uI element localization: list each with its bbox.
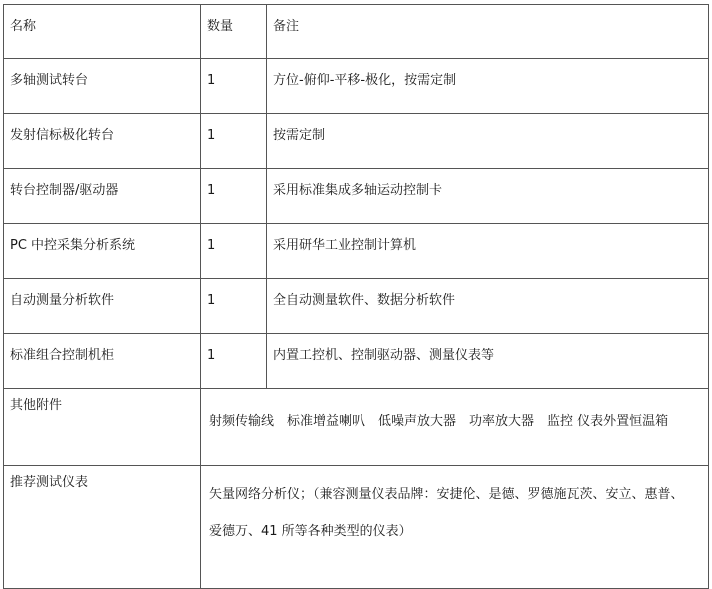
instruments-row bbox=[4, 466, 709, 589]
table-header-row bbox=[4, 5, 709, 59]
cell-note: 全自动测量软件、数据分析软件 bbox=[267, 279, 709, 334]
cell-name: PC 中控采集分析系统 bbox=[4, 224, 201, 279]
header-note: 备注 bbox=[267, 5, 709, 59]
cell-qty: 1 bbox=[201, 169, 267, 224]
table-row bbox=[4, 334, 709, 389]
cell-note: 采用研华工业控制计算机 bbox=[267, 224, 709, 279]
cell-qty: 1 bbox=[201, 279, 267, 334]
table-row bbox=[4, 114, 709, 169]
cell-name: 发射信标极化转台 bbox=[4, 114, 201, 169]
table-row bbox=[4, 279, 709, 334]
table-row bbox=[4, 59, 709, 114]
equipment-table bbox=[3, 4, 709, 589]
table-row bbox=[4, 224, 709, 279]
accessories-row bbox=[4, 389, 709, 466]
table-row bbox=[4, 169, 709, 224]
header-name: 名称 bbox=[4, 5, 201, 59]
cell-note: 采用标准集成多轴运动控制卡 bbox=[267, 169, 709, 224]
accessories-label: 其他附件 bbox=[4, 389, 201, 466]
cell-name: 转台控制器/驱动器 bbox=[4, 169, 201, 224]
cell-qty: 1 bbox=[201, 59, 267, 114]
instruments-label: 推荐测试仪表 bbox=[4, 466, 201, 589]
cell-note: 内置工控机、控制驱动器、测量仪表等 bbox=[267, 334, 709, 389]
accessories-note: 射频传输线 标准增益喇叭 低噪声放大器 功率放大器 监控 仪表外置恒温箱 bbox=[201, 389, 709, 466]
cell-name: 标准组合控制机柜 bbox=[4, 334, 201, 389]
cell-name: 多轴测试转台 bbox=[4, 59, 201, 114]
cell-name: 自动测量分析软件 bbox=[4, 279, 201, 334]
cell-qty: 1 bbox=[201, 334, 267, 389]
cell-note: 按需定制 bbox=[267, 114, 709, 169]
cell-qty: 1 bbox=[201, 224, 267, 279]
header-qty: 数量 bbox=[201, 5, 267, 59]
cell-note: 方位-俯仰-平移-极化，按需定制 bbox=[267, 59, 709, 114]
cell-qty: 1 bbox=[201, 114, 267, 169]
instruments-note: 矢量网络分析仪；（兼容测量仪表品牌：安捷伦、是德、罗德施瓦茨、安立、惠普、爱德万、41 所等各种类型的仪表） bbox=[201, 466, 709, 589]
